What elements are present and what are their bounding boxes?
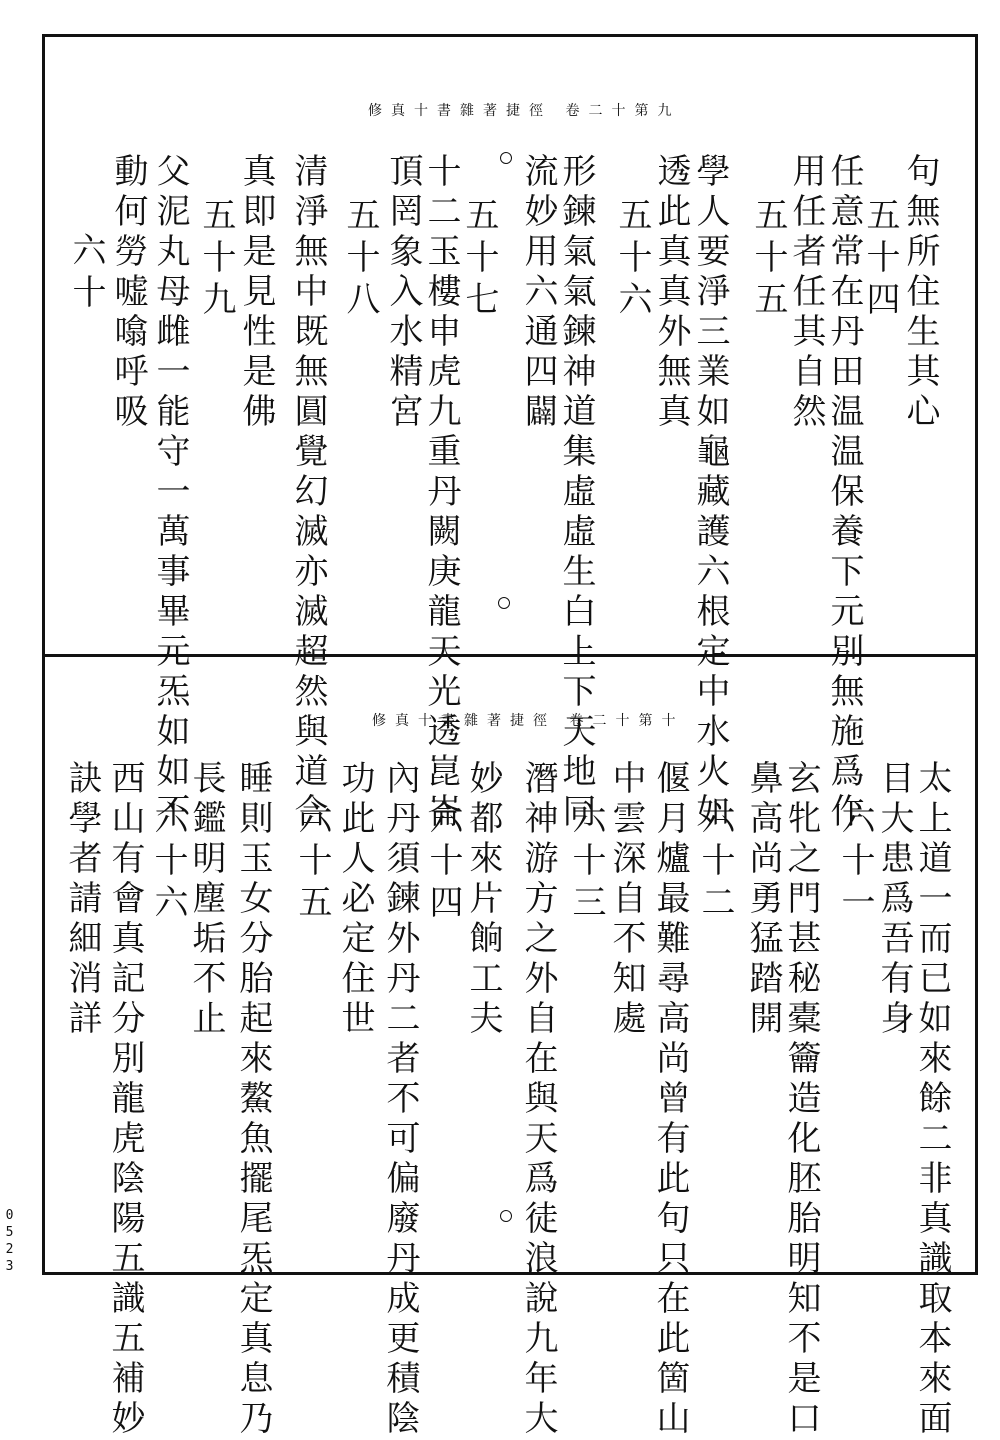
bottom-column-2: 目大患爲吾有身 [874, 760, 914, 1040]
bottom-column-18: 六十六 [148, 800, 188, 926]
bottom-column-4: 玄牝之門甚秘橐籥造化胚胎明知不是口 [781, 760, 821, 1440]
top-column-2: 五十四 [860, 197, 900, 323]
bottom-column-9: 六十三 [566, 800, 606, 926]
top-column-6: 學人要淨三業如龜藏護六根定中水火如 [690, 153, 730, 833]
bottom-column-16: 睡則玉女分胎起來鰲魚擺尾炁定真息乃 [233, 760, 273, 1440]
top-column-14: 五十八 [340, 197, 380, 323]
top-mark-circle-1 [500, 152, 512, 164]
bottom-column-14: 功此人必定住世 [335, 760, 375, 1040]
bottom-column-12: 六十四 [423, 800, 463, 926]
top-column-20: 六十 [66, 232, 106, 316]
bottom-column-7: 偃月爐最難尋高尚曾有此句只在此箇山 [650, 760, 690, 1440]
top-column-1: 句無所住生其心 [900, 153, 940, 433]
top-column-9: 形鍊氣氣鍊神道集虛虛生白上下天地同 [556, 153, 596, 833]
top-mark-circle-2 [498, 597, 510, 609]
top-column-5: 五十五 [748, 197, 788, 323]
top-column-10: 流妙用六通四闢 [518, 153, 558, 433]
top-column-17: 五十九 [196, 197, 236, 323]
bottom-column-1: 太上道一而已如來餘二非真識取本來面 [912, 760, 952, 1440]
top-column-7: 透此真真外無真 [651, 153, 691, 433]
top-column-8: 五十六 [612, 197, 652, 323]
bottom-mark-circle-1 [500, 1210, 512, 1222]
top-column-18: 父泥丸母雌一能守一萬事畢元炁如如不 [150, 153, 190, 833]
top-panel-header: 修真十書雜著捷徑 卷二十第九 [368, 103, 681, 119]
top-column-12: 十二玉樓申虎九重丹闕庚龍天光透崑崙 [421, 153, 461, 833]
top-column-15: 清淨無中既無圓覺幻滅亦滅超然與道合 [288, 153, 328, 833]
bottom-column-11: 妙都來片餉工夫 [463, 760, 503, 1040]
top-column-16: 真即是見性是佛 [236, 153, 276, 433]
bottom-column-20: 訣學者請細消詳 [62, 760, 102, 1040]
bottom-column-8: 中雲深自不知處 [606, 760, 646, 1040]
bottom-panel-header: 修真十書雜著捷徑 卷二十第十 [372, 713, 685, 729]
page-number: 0523 [2, 1208, 17, 1276]
top-column-13: 頂罔象入水精宮 [383, 153, 423, 433]
bottom-column-6: 六十二 [695, 800, 735, 926]
bottom-column-19: 西山有會真記分別龍虎陰陽五識五補妙 [105, 760, 145, 1440]
bottom-column-3: 六十一 [835, 800, 875, 926]
bottom-column-15: 六十五 [292, 800, 332, 926]
bottom-column-5: 鼻高尚勇猛踏開 [743, 760, 783, 1040]
top-column-4: 用任者任其自然 [786, 153, 826, 433]
bottom-column-10: 潛神游方之外自在與天爲徒浪說九年大 [518, 760, 558, 1440]
top-column-3: 任意常在丹田温温保養下元別無施爲作 [824, 153, 864, 833]
bottom-column-13: 內丹須鍊外丹二者不可偏廢丹成更積陰 [380, 760, 420, 1440]
top-column-19: 動何勞嘘噏呼吸 [108, 153, 148, 433]
bottom-column-17: 長鑑明塵垢不止 [186, 760, 226, 1040]
top-column-11: 五十七 [459, 197, 499, 323]
